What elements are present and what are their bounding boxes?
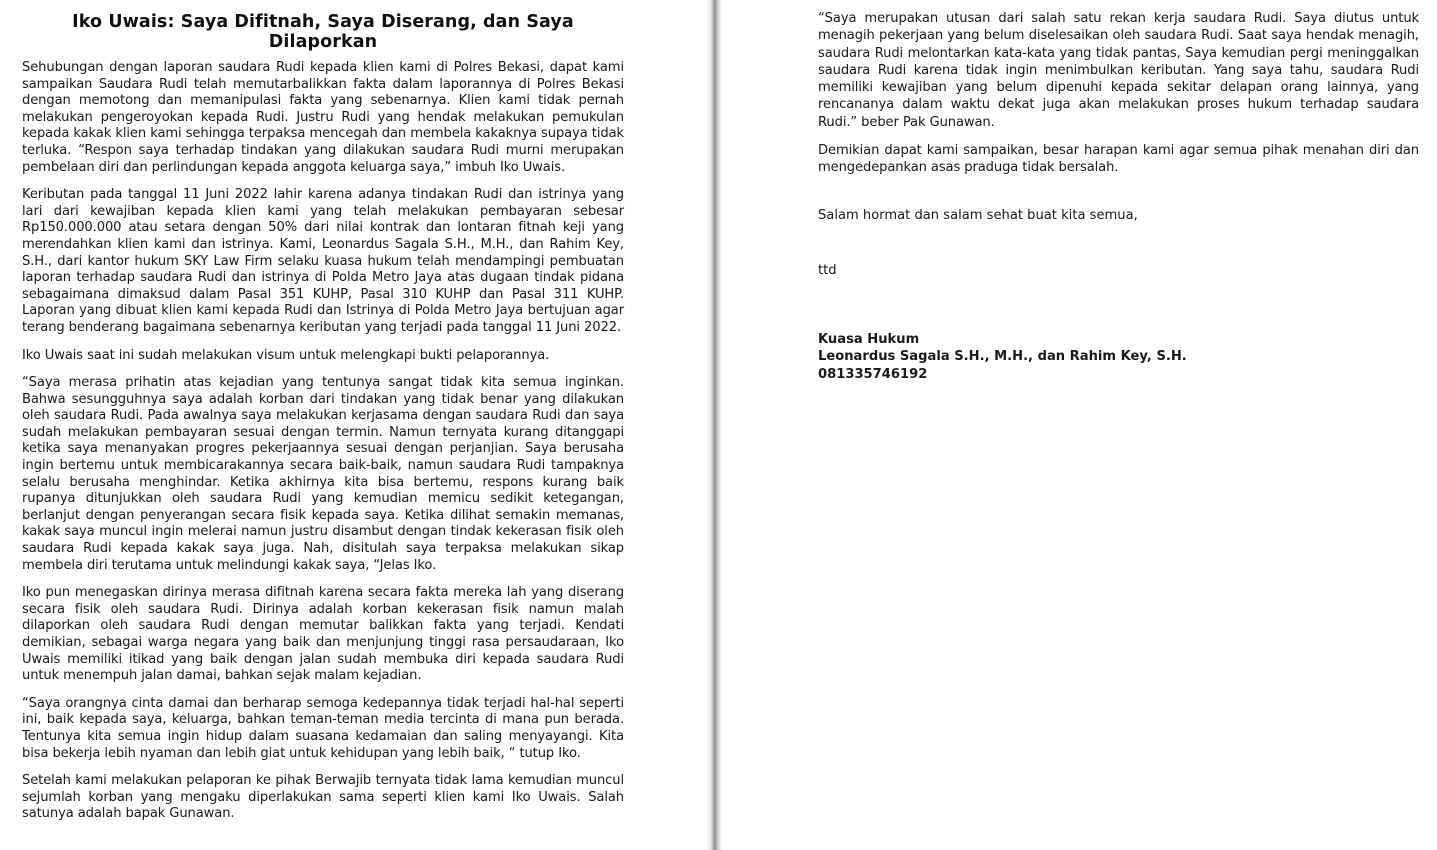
signature-block <box>818 331 1419 384</box>
right-page <box>722 0 1437 850</box>
document-title: Iko Uwais: Saya Difitnah, Saya Diserang, dan Saya Dilaporkan <box>72 12 574 52</box>
left-paragraph-7: Setelah kami melakukan pelaporan ke pihak Berwajib ternyata tidak lama kemudian muncul sejumlah korban yang mengaku diperlakukan sama seperti klien kami Iko Uwais. Salah satunya adalah bapak Gunawan. <box>22 773 624 822</box>
right-paragraph-1: “Saya merupakan utusan dari salah satu rekan kerja saudara Rudi. Saya diutus untuk menagih pekerjaan yang belum diselesaikan oleh saudara Rudi. Saat saya hendak menagih, saudara Rudi melontarkan kata-kata yang tidak pantas, Saya kemudian pergi meninggalkan saudara Rudi karena tidak ingin menimbulkan keributan. Yang saya tahu, saudara Rudi memiliki kewajiban yang belum dipenuhi kepada sekitar delapan orang lainnya, yang rencananya dalam waktu dekat juga akan melakukan proses hukum terhadap saudara Rudi.” beber Pak Gunawan. <box>818 11 1419 130</box>
signature-names: Leonardus Sagala S.H., M.H., dan Rahim Key, S.H. <box>818 349 1187 365</box>
left-page <box>0 0 706 850</box>
left-paragraph-3: Iko Uwais saat ini sudah melakukan visum untuk melengkapi bukti pelaporannya. <box>22 347 550 363</box>
ttd-signature-mark: ttd <box>818 262 837 278</box>
left-paragraph-2: Keributan pada tanggal 11 Juni 2022 lahir karena adanya tindakan Rudi dan istrinya yang lari dari kewajiban kepada klien kami yang telah melakukan pembayaran sebesar Rp150.000.000 atau setara dengan 50% dari nilai kontrak dan lontaran fitnah keji yang merendahkan klien kami dan istrinya. Kami, Leonardus Sagala S.H., M.H., dan Rahim Key, S.H., dari kantor hukum SKY Law Firm selaku kuasa hukum telah mendampingi pembuatan laporan terhadap saudara Rudi dan istrinya di Polda Metro Jaya atas dugaan tindak pidana sebagaimana dimaksud dalam Pasal 351 KUHP, Pasal 310 KUHP dan Pasal 311 KUHP. Laporan yang dibuat klien kami kepada Rudi dan Istrinya di Polda Metro Jaya bertujuan agar terang benderang bagaimana sebenarnya keributan yang terjadi pada tanggal 11 Juni 2022. <box>22 187 624 335</box>
left-paragraph-1: Sehubungan dengan laporan saudara Rudi kepada klien kami di Polres Bekasi, dapat kami sampaikan Saudara Rudi telah memutarbalikkan fakta dalam laporannya di Polres Bekasi dengan memotong dan memanipulasi fakta yang sebenarnya. Klien kami tidak pernah melakukan pengeroyokan kepada Rudi. Justru Rudi yang hendak melakukan pemukulan kepada kakak klien kami sehingga terpaksa mencegah dan membela kakaknya supaya tidak terluka. “Respon saya terhadap tindakan yang dilakukan saudara Rudi murni merupakan pembelaan diri dan perlindungan kepada anggota keluarga saya,” imbuh Iko Uwais. <box>22 60 624 175</box>
left-paragraph-5: Iko pun menegaskan dirinya merasa difitnah karena secara fakta mereka lah yang diserang secara fisik oleh saudara Rudi. Dirinya adalah korban kekerasan fisik namun malah dilaporkan oleh saudara Rudi dengan memutar balikkan fakta yang terjadi. Kendati demikian, sebagai warga negara yang baik dan menjunjung tinggi rasa persaudaraan, Iko Uwais memiliki itikad yang baik dengan jalan sudah membuka diri kepada saudara Rudi untuk menempuh jalan damai, bahkan sejak malam kejadian. <box>22 585 624 684</box>
signature-role: Kuasa Hukum <box>818 331 920 347</box>
signature-phone: 081335746192 <box>818 366 928 382</box>
left-paragraph-4: “Saya merasa prihatin atas kejadian yang tentunya sangat tidak kita semua inginkan. Bahwa sesungguhnya saya adalah korban dari tindakan yang tidak benar yang dilakukan oleh saudara Rudi. Pada awalnya saya melakukan kerjasama dengan saudara Rudi dan saya sudah melakukan pembayaran sesuai dengan termin. Namun ternyata kurang ditanggapi ketika saya menanyakan progres pekerjaannya sesuai dengan perjanjian. Saya berusaha ingin bertemu untuk membicarakannya secara baik-baik, namun saudara Rudi tampaknya selalu berusaha menghindar. Ketika akhirnya kita bisa bertemu, respons kurang baik rupanya ditunjukkan oleh saudara Rudi yang kemudian memicu sedikit ketegangan, berlanjut dengan penyerangan secara fisik kepada saya. Ketika dilihat semakin memanas, kakak saya muncul ingin melerai namun justru disambut dengan tindak kekerasan fisik oleh saudara Rudi kepada kakak saya juga. Nah, disitulah saya terpaksa melakukan sikap membela diri terutama untuk melindungi kakak saya, “Jelas Iko. <box>22 375 624 573</box>
closing-greeting: Salam hormat dan salam sehat buat kita semua, <box>818 207 1138 223</box>
right-paragraph-2: Demikian dapat kami sampaikan, besar harapan kami agar semua pihak menahan diri dan mengedepankan asas praduga tidak bersalah. <box>818 143 1419 176</box>
page-gutter-shadow <box>706 0 722 850</box>
left-paragraph-6: “Saya orangnya cinta damai dan berharap semoga kedepannya tidak terjadi hal-hal seperti ini, baik kepada saya, keluarga, bahkan teman-teman media tercinta di mana pun berada. Tentunya kita semua ingin hidup dalam suasana kedamaian dan saling menyayangi. Kita bisa bekerja lebih nyaman dan lebih giat untuk kehidupan yang lebih baik, “ tutup Iko. <box>22 695 624 761</box>
